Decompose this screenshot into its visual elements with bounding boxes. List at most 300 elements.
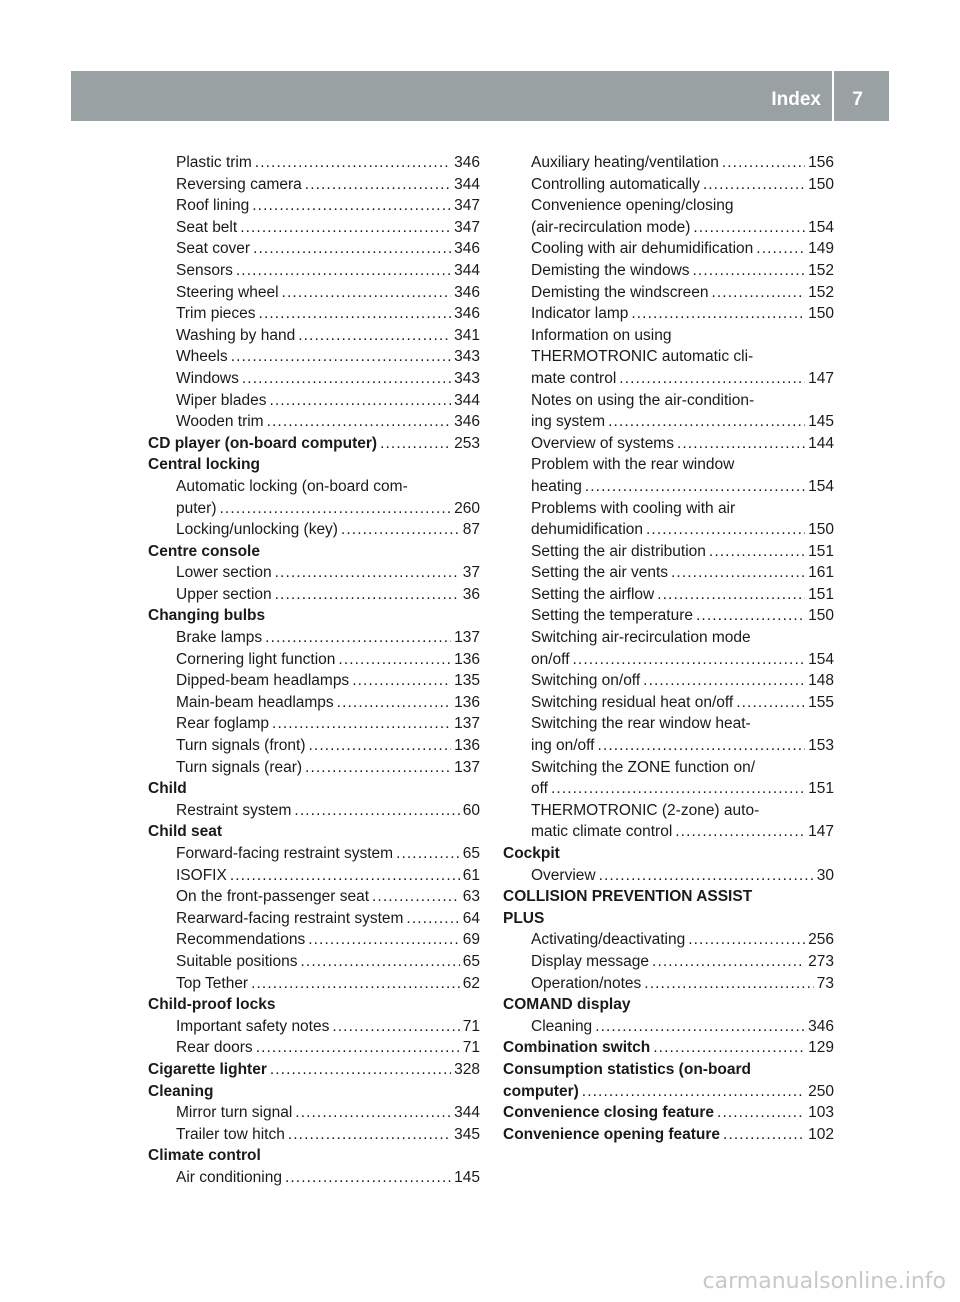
entry-label: Setting the air vents (531, 564, 668, 582)
index-subentry[interactable] (148, 800, 480, 822)
index-entry-line: Switching the rear window heat- (531, 715, 751, 733)
entry-page-number: 344 (454, 1104, 480, 1122)
entry-label: computer) (503, 1082, 579, 1100)
entry-label: Air conditioning (176, 1168, 282, 1186)
dot-leader (717, 1102, 805, 1124)
dot-leader (270, 1059, 451, 1081)
dot-leader (337, 692, 451, 714)
index-subentry[interactable] (503, 670, 834, 692)
dot-leader (294, 800, 459, 822)
entry-label: Operation/notes (531, 974, 642, 992)
index-subentry[interactable] (148, 735, 480, 757)
index-subentry[interactable] (148, 174, 480, 196)
dot-leader (406, 908, 459, 930)
entry-label: mate control (531, 369, 617, 387)
entry-page-number: 145 (808, 413, 834, 431)
index-heading: PLUS (503, 909, 545, 927)
index-entry-line: Information on using (531, 326, 672, 344)
dot-leader (220, 498, 452, 520)
index-subentry[interactable] (148, 649, 480, 671)
index-subentry[interactable] (148, 713, 480, 735)
entry-page-number: 60 (462, 801, 480, 819)
dot-leader (652, 951, 805, 973)
entry-page-number: 136 (454, 650, 480, 668)
entry-page-number: 135 (454, 672, 480, 690)
dot-leader (295, 1102, 451, 1124)
index-subentry[interactable] (503, 541, 834, 563)
entry-page-number: 250 (808, 1082, 834, 1100)
index-subentry[interactable] (148, 865, 480, 887)
index-subentry[interactable] (503, 368, 834, 390)
dot-leader (272, 713, 451, 735)
dot-leader (582, 1081, 805, 1103)
entry-page-number: 154 (808, 477, 834, 495)
header-bar (71, 71, 889, 121)
entry-page-number: 147 (808, 823, 834, 841)
index-subentry[interactable] (503, 951, 834, 973)
entry-label: Trailer tow hitch (176, 1125, 285, 1143)
dot-leader (677, 433, 805, 455)
entry-page-number: 137 (454, 715, 480, 733)
entry-page-number: 161 (808, 564, 834, 582)
entry-page-number: 347 (454, 197, 480, 215)
entry-page-number: 151 (808, 780, 834, 798)
dot-leader (643, 670, 805, 692)
entry-page-number: 145 (454, 1168, 480, 1186)
dot-leader (282, 282, 452, 304)
page-number: 7 (852, 89, 863, 110)
entry-label: dehumidification (531, 521, 644, 539)
entry-page-number: 152 (808, 261, 834, 279)
entry-label: Forward-facing restraint system (176, 845, 394, 862)
entry-page-number: 64 (462, 909, 480, 927)
entry-page-number: 154 (808, 218, 834, 236)
dot-leader (631, 303, 805, 325)
index-entry-line: Convenience opening/closing (531, 197, 734, 215)
index-entry-line: Problem with the rear window (531, 456, 735, 474)
index-subentry[interactable] (503, 778, 834, 800)
index-subentry[interactable] (503, 973, 834, 995)
dot-leader (298, 325, 451, 347)
entry-label: Convenience closing feature (503, 1104, 715, 1122)
dot-leader (332, 1016, 459, 1038)
index-subentry[interactable] (148, 843, 480, 865)
dot-leader (309, 735, 452, 757)
dot-leader (722, 152, 805, 174)
index-subentry[interactable] (148, 886, 480, 908)
dot-leader (657, 584, 805, 606)
entry-label: Locking/unlocking (key) (176, 521, 338, 539)
index-subentry[interactable] (148, 282, 480, 304)
entry-page-number: 344 (454, 261, 480, 279)
entry-page-number: 65 (462, 952, 480, 970)
entry-label: puter) (176, 499, 217, 517)
entry-label: Auxiliary heating/ventilation (531, 154, 719, 171)
entry-page-number: 328 (454, 1060, 480, 1078)
entry-label: Seat cover (176, 240, 251, 258)
dot-leader (275, 584, 460, 606)
dot-leader (653, 1037, 805, 1059)
entry-page-number: 347 (454, 218, 480, 236)
index-entry[interactable] (503, 1124, 834, 1146)
entry-page-number: 129 (808, 1039, 834, 1057)
entry-label: Turn signals (rear) (176, 758, 303, 776)
dot-leader (608, 411, 805, 433)
entry-page-number: 144 (808, 434, 834, 452)
index-subentry[interactable] (148, 368, 480, 390)
index-subentry[interactable] (503, 303, 834, 325)
index-entry[interactable] (148, 433, 480, 455)
dot-leader (598, 735, 806, 757)
entry-page-number: 273 (808, 952, 834, 970)
index-subentry[interactable] (148, 346, 480, 368)
entry-label: ing system (531, 413, 606, 431)
dot-leader (736, 692, 805, 714)
entry-page-number: 345 (454, 1125, 480, 1143)
entry-label: (air-recirculation mode) (531, 218, 691, 236)
entry-label: Setting the airflow (531, 585, 655, 603)
entry-label: Washing by hand (176, 326, 296, 344)
entry-label: Mirror turn signal (176, 1104, 293, 1122)
index-column-right (503, 152, 834, 1145)
entry-page-number: 153 (808, 737, 834, 755)
entry-label: Cigarette lighter (148, 1060, 267, 1078)
entry-label: Restraint system (176, 801, 292, 819)
dot-leader (723, 1124, 805, 1146)
entry-page-number: 343 (454, 369, 480, 387)
index-subentry[interactable] (503, 433, 834, 455)
index-subentry[interactable] (148, 1167, 480, 1189)
dot-leader (671, 562, 805, 584)
index-subentry[interactable] (148, 757, 480, 779)
index-entry-line: Problems with cooling with air (531, 499, 736, 517)
entry-page-number: 69 (462, 931, 480, 949)
dot-leader (693, 260, 806, 282)
entry-label: Combination switch (503, 1039, 651, 1057)
index-subentry[interactable] (503, 476, 834, 498)
index-heading: COMAND display (503, 996, 631, 1014)
dot-leader (285, 1167, 451, 1189)
index-entry[interactable] (503, 1081, 834, 1103)
dot-leader (396, 843, 460, 865)
index-subentry[interactable] (148, 973, 480, 995)
index-subentry[interactable] (148, 562, 480, 584)
index-entry[interactable] (503, 1102, 834, 1124)
index-heading: Cockpit (503, 845, 560, 862)
dot-leader (301, 951, 460, 973)
dot-leader (675, 821, 805, 843)
index-subentry[interactable] (503, 562, 834, 584)
entry-label: ing on/off (531, 737, 595, 755)
index-heading: Climate control (148, 1147, 261, 1165)
entry-label: Windows (176, 369, 239, 387)
index-subentry[interactable] (148, 908, 480, 930)
entry-page-number: 152 (808, 283, 834, 301)
entry-page-number: 73 (816, 974, 834, 992)
index-heading: Child seat (148, 823, 223, 841)
entry-page-number: 150 (808, 521, 834, 539)
entry-label: off (531, 780, 548, 798)
entry-label: Upper section (176, 585, 272, 603)
entry-label: ISOFIX (176, 866, 227, 884)
header-divider (832, 71, 834, 121)
entry-page-number: 260 (454, 499, 480, 517)
dot-leader (585, 476, 805, 498)
entry-label: Roof lining (176, 197, 250, 215)
dot-leader (275, 562, 460, 584)
entry-page-number: 341 (454, 326, 480, 344)
dot-leader (269, 390, 451, 412)
entry-label: Reversing camera (176, 175, 302, 193)
index-heading: Child-proof locks (148, 996, 276, 1014)
entry-label: matic climate control (531, 823, 673, 841)
index-heading: Centre console (148, 542, 260, 560)
entry-label: Important safety notes (176, 1017, 330, 1035)
index-heading: Consumption statistics (on-board (503, 1060, 751, 1078)
entry-label: Seat belt (176, 218, 238, 236)
entry-page-number: 151 (808, 585, 834, 603)
entry-page-number: 346 (454, 154, 480, 171)
index-subentry[interactable] (148, 325, 480, 347)
index-subentry[interactable] (148, 627, 480, 649)
index-heading: Central locking (148, 456, 260, 474)
entry-label: Rear foglamp (176, 715, 270, 733)
entry-page-number: 137 (454, 629, 480, 647)
index-subentry[interactable] (148, 929, 480, 951)
entry-label: Cleaning (531, 1017, 593, 1035)
entry-page-number: 147 (808, 369, 834, 387)
index-subentry[interactable] (148, 498, 480, 520)
index-subentry[interactable] (148, 1016, 480, 1038)
entry-page-number: 346 (454, 305, 480, 323)
dot-leader (341, 519, 460, 541)
page-title: Index (771, 89, 821, 110)
entry-label: Demisting the windscreen (531, 283, 709, 301)
entry-page-number: 103 (808, 1104, 834, 1122)
index-subentry[interactable] (148, 390, 480, 412)
entry-label: On the front-passenger seat (176, 888, 370, 906)
entry-label: Wheels (176, 348, 228, 366)
entry-page-number: 62 (462, 974, 480, 992)
entry-page-number: 343 (454, 348, 480, 366)
entry-label: Cornering light function (176, 650, 336, 668)
dot-leader (703, 174, 805, 196)
entry-label: Sensors (176, 261, 233, 279)
index-subentry[interactable] (503, 735, 834, 757)
index-subentry[interactable] (148, 217, 480, 239)
entry-label: Brake lamps (176, 629, 263, 647)
entry-label: Lower section (176, 564, 272, 582)
dot-leader (256, 1037, 460, 1059)
index-subentry[interactable] (503, 1016, 834, 1038)
entry-label: heating (531, 477, 582, 495)
entry-label: Switching residual heat on/off (531, 693, 734, 711)
entry-label: Top Tether (176, 974, 249, 992)
index-subentry[interactable] (503, 152, 834, 174)
index-subentry[interactable] (503, 260, 834, 282)
entry-label: Steering wheel (176, 283, 279, 301)
entry-label: Controlling automatically (531, 175, 700, 193)
index-entry[interactable] (503, 1037, 834, 1059)
dot-leader (265, 627, 451, 649)
entry-label: Display message (531, 952, 650, 970)
index-entry-line: Notes on using the air-condition- (531, 391, 755, 409)
index-subentry[interactable] (503, 649, 834, 671)
index-subentry[interactable] (148, 1037, 480, 1059)
index-subentry[interactable] (503, 282, 834, 304)
entry-page-number: 154 (808, 650, 834, 668)
entry-page-number: 150 (808, 175, 834, 193)
dot-leader (646, 519, 805, 541)
index-heading: COLLISION PREVENTION ASSIST (503, 888, 753, 906)
entry-page-number: 136 (454, 693, 480, 711)
index-column-left (148, 152, 480, 1189)
index-subentry[interactable] (148, 951, 480, 973)
index-subentry[interactable] (503, 692, 834, 714)
dot-leader (372, 886, 460, 908)
entry-page-number: 63 (462, 888, 480, 906)
entry-label: Setting the air distribution (531, 542, 706, 560)
entry-page-number: 30 (816, 866, 834, 884)
index-subentry[interactable] (148, 692, 480, 714)
entry-page-number: 151 (808, 542, 834, 560)
index-subentry[interactable] (148, 238, 480, 260)
index-subentry[interactable] (148, 1102, 480, 1124)
entry-page-number: 136 (454, 737, 480, 755)
dot-leader (693, 217, 805, 239)
entry-page-number: 137 (454, 758, 480, 776)
entry-page-number: 149 (808, 240, 834, 258)
entry-label: Rear doors (176, 1039, 253, 1057)
dot-leader (644, 973, 813, 995)
index-subentry[interactable] (503, 519, 834, 541)
index-subentry[interactable] (503, 605, 834, 627)
entry-page-number: 150 (808, 607, 834, 625)
entry-page-number: 346 (808, 1017, 834, 1035)
dot-leader (305, 174, 451, 196)
index-subentry[interactable] (503, 821, 834, 843)
dot-leader (231, 346, 451, 368)
entry-page-number: 256 (808, 931, 834, 949)
dot-leader (267, 411, 452, 433)
entry-page-number: 148 (808, 672, 834, 690)
dot-leader (380, 433, 451, 455)
dot-leader (288, 1124, 451, 1146)
dot-leader (711, 282, 805, 304)
index-subentry[interactable] (148, 584, 480, 606)
index-entry-line: Switching air-recirculation mode (531, 629, 751, 647)
dot-leader (308, 929, 460, 951)
dot-leader (242, 368, 451, 390)
entry-page-number: 155 (808, 693, 834, 711)
dot-leader (305, 757, 451, 779)
dot-leader (252, 195, 451, 217)
entry-page-number: 344 (454, 391, 480, 409)
index-subentry[interactable] (148, 152, 480, 174)
entry-label: Recommendations (176, 931, 306, 949)
entry-page-number: 344 (454, 175, 480, 193)
entry-page-number: 65 (462, 845, 480, 862)
entry-label: Overview of systems (531, 434, 674, 452)
entry-label: Demisting the windows (531, 261, 690, 279)
entry-label: Wiper blades (176, 391, 267, 409)
index-subentry[interactable] (503, 238, 834, 260)
entry-page-number: 156 (808, 154, 834, 171)
index-subentry[interactable] (503, 174, 834, 196)
entry-label: Rearward-facing restraint system (176, 909, 404, 927)
index-subentry[interactable] (148, 260, 480, 282)
index-subentry[interactable] (503, 584, 834, 606)
dot-leader (551, 778, 805, 800)
index-heading: Child (148, 780, 187, 798)
dot-leader (255, 152, 451, 174)
entry-label: Convenience opening feature (503, 1125, 721, 1143)
dot-leader (709, 541, 805, 563)
entry-page-number: 346 (454, 240, 480, 258)
index-entry[interactable] (148, 1059, 480, 1081)
dot-leader (688, 929, 805, 951)
dot-leader (573, 649, 806, 671)
index-subentry[interactable] (148, 195, 480, 217)
index-entry-line: Switching the ZONE function on/ (531, 758, 756, 776)
entry-page-number: 61 (462, 866, 480, 884)
entry-label: Wooden trim (176, 413, 264, 431)
entry-page-number: 253 (454, 434, 480, 452)
dot-leader (236, 260, 451, 282)
dot-leader (595, 1016, 805, 1038)
entry-page-number: 37 (462, 564, 480, 582)
index-subentry[interactable] (148, 1124, 480, 1146)
entry-label: on/off (531, 650, 570, 668)
entry-label: Setting the temperature (531, 607, 693, 625)
index-subentry[interactable] (503, 865, 834, 887)
index-subentry[interactable] (148, 303, 480, 325)
dot-leader (230, 865, 460, 887)
entry-label: CD player (on-board computer) (148, 434, 378, 452)
entry-label: Dipped-beam headlamps (176, 672, 350, 690)
entry-label: Main-beam headlamps (176, 693, 334, 711)
index-subentry[interactable] (503, 929, 834, 951)
index-entry-line: THERMOTRONIC (2-zone) auto- (531, 801, 760, 819)
index-heading: Cleaning (148, 1082, 214, 1100)
index-subentry[interactable] (148, 670, 480, 692)
entry-label: Cooling with air dehumidification (531, 240, 754, 258)
dot-leader (696, 605, 805, 627)
entry-label: Overview (531, 866, 596, 884)
entry-label: Switching on/off (531, 672, 641, 690)
entry-label: Indicator lamp (531, 305, 629, 323)
dot-leader (619, 368, 805, 390)
entry-page-number: 71 (462, 1039, 480, 1057)
index-subentry[interactable] (148, 519, 480, 541)
index-subentry[interactable] (503, 217, 834, 239)
index-heading: Changing bulbs (148, 607, 266, 625)
index-subentry[interactable] (503, 411, 834, 433)
index-subentry[interactable] (148, 411, 480, 433)
entry-label: Turn signals (front) (176, 737, 306, 755)
entry-page-number: 36 (462, 585, 480, 603)
entry-label: Activating/deactivating (531, 931, 686, 949)
dot-leader (253, 238, 451, 260)
entry-page-number: 87 (462, 521, 480, 539)
dot-leader (756, 238, 805, 260)
dot-leader (251, 973, 460, 995)
watermark: carmanualsonline.info (702, 1269, 946, 1294)
entry-page-number: 102 (808, 1125, 834, 1143)
index-entry-line: Automatic locking (on-board com- (176, 477, 408, 495)
entry-label: Trim pieces (176, 305, 256, 323)
entry-page-number: 71 (462, 1017, 480, 1035)
